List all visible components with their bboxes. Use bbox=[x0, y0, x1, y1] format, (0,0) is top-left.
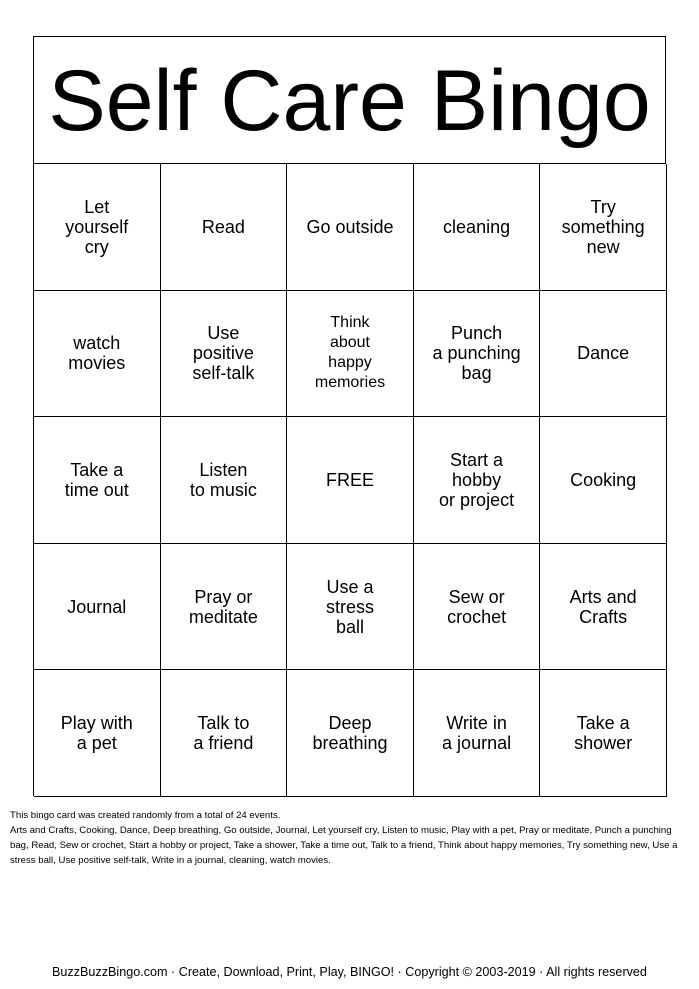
bingo-cell: Pray or meditate bbox=[161, 544, 288, 671]
bingo-cell: Deep breathing bbox=[287, 670, 414, 797]
bingo-cell: Use a stress ball bbox=[287, 544, 414, 671]
bingo-cell: Cooking bbox=[540, 417, 667, 544]
page-footer: BuzzBuzzBingo.com · Create, Download, Print, Play, BINGO! · Copyright © 2003-2019 · All rights reserved bbox=[52, 965, 647, 979]
bingo-cell: watch movies bbox=[34, 291, 161, 418]
bingo-cell: Write in a journal bbox=[414, 670, 541, 797]
card-notes bbox=[10, 808, 690, 868]
title-row bbox=[34, 37, 666, 164]
bingo-cell: Start a hobby or project bbox=[414, 417, 541, 544]
bingo-grid bbox=[34, 164, 666, 797]
bingo-cell: Arts and Crafts bbox=[540, 544, 667, 671]
bingo-cell: Play with a pet bbox=[34, 670, 161, 797]
bingo-cell: Talk to a friend bbox=[161, 670, 288, 797]
bingo-cell: Sew or crochet bbox=[414, 544, 541, 671]
bingo-cell: Take a time out bbox=[34, 417, 161, 544]
bingo-cell: Punch a punching bag bbox=[414, 291, 541, 418]
bingo-cell: cleaning bbox=[414, 164, 541, 291]
free-space-cell: FREE bbox=[287, 417, 414, 544]
bingo-cell: Try something new bbox=[540, 164, 667, 291]
bingo-cell: Think about happy memories bbox=[287, 291, 414, 418]
bingo-cell: Use positive self-talk bbox=[161, 291, 288, 418]
notes-event-list: Arts and Crafts, Cooking, Dance, Deep breathing, Go outside, Journal, Let yourself cry, Listen to music, Play with a pet, Pray or meditate, Punch a punching bag, Read, Sew or crochet, Start a hobby or project, Take a shower, Take a time out, Talk to a friend, Think about happy memories, Try something new, Use a stress ball, Use positive self-talk, Write in a journal, cleaning, watch movies. bbox=[10, 825, 678, 866]
card-title: Self Care Bingo bbox=[48, 53, 651, 149]
bingo-cell: Go outside bbox=[287, 164, 414, 291]
bingo-card bbox=[33, 36, 666, 796]
bingo-cell: Dance bbox=[540, 291, 667, 418]
bingo-cell: Listen to music bbox=[161, 417, 288, 544]
bingo-cell: Journal bbox=[34, 544, 161, 671]
bingo-cell: Read bbox=[161, 164, 288, 291]
bingo-cell: Take a shower bbox=[540, 670, 667, 797]
bingo-cell: Let yourself cry bbox=[34, 164, 161, 291]
notes-intro: This bingo card was created randomly from a total of 24 events. bbox=[10, 810, 281, 821]
